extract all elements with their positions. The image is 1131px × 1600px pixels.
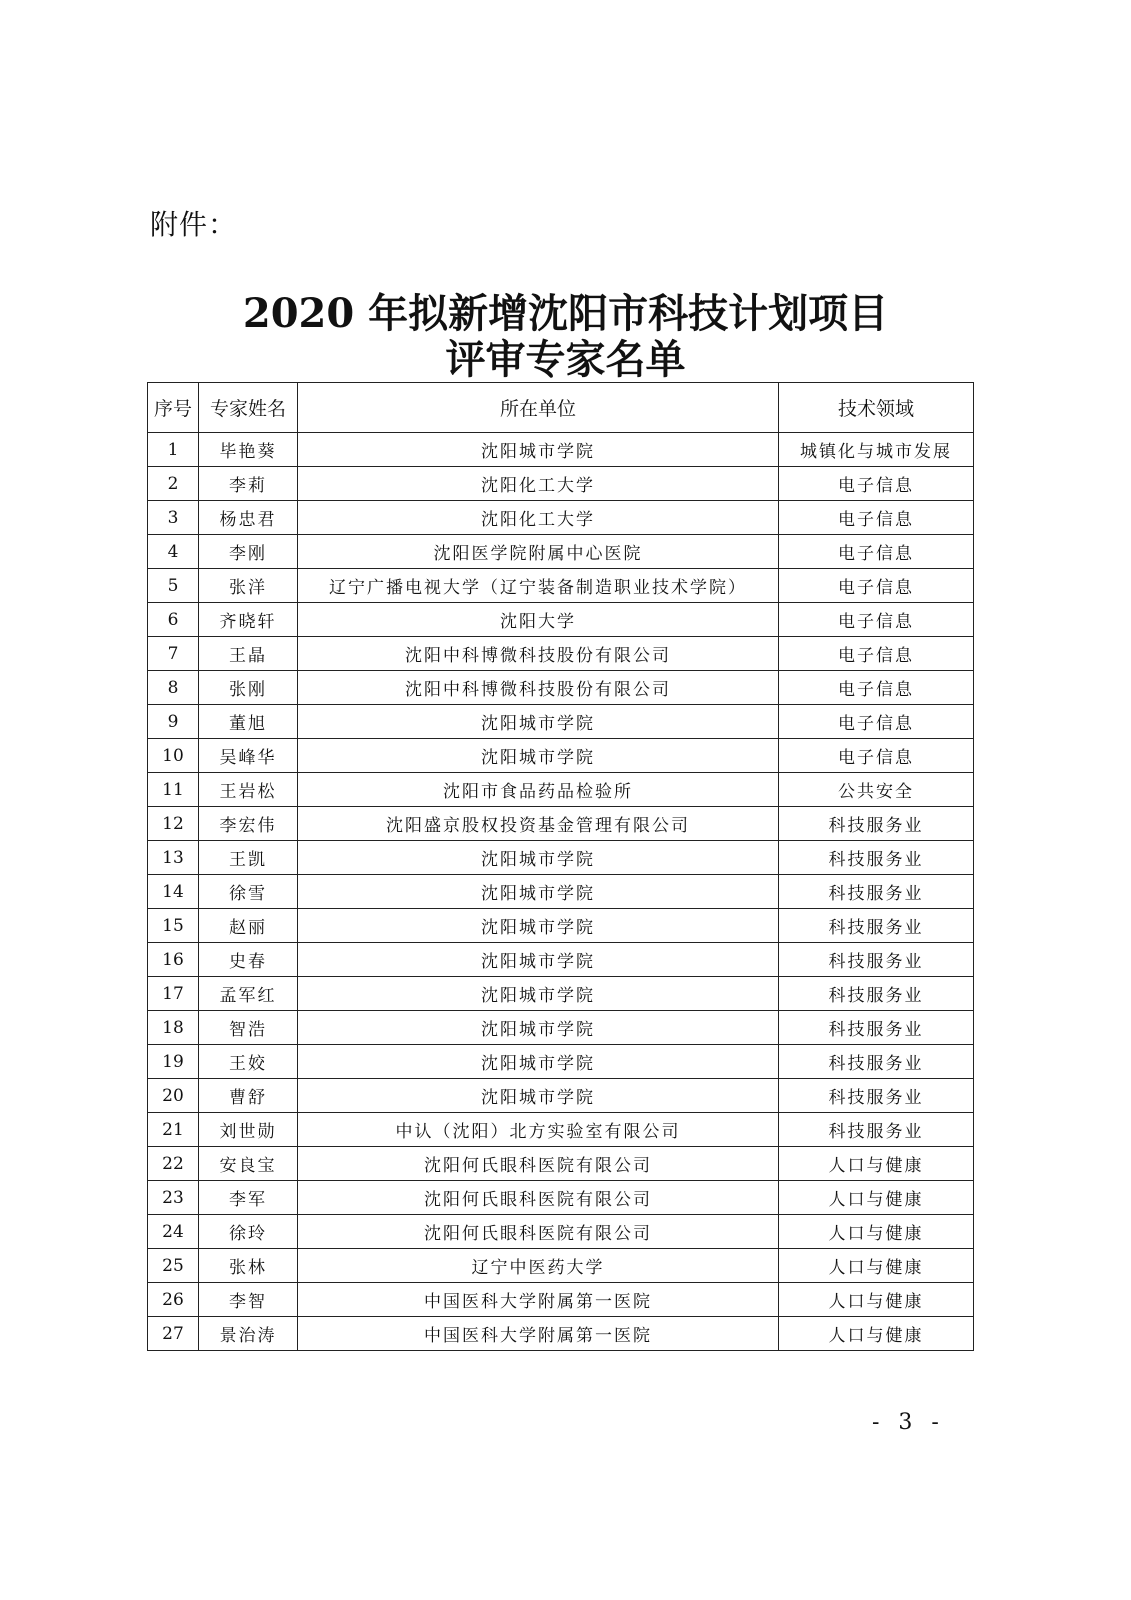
technical-field-cell: 科技服务业 [779,841,974,875]
table-row [148,807,974,841]
table-row [148,1283,974,1317]
organization-cell: 沈阳城市学院 [298,433,779,467]
serial-number-cell: 25 [148,1249,199,1283]
technical-field-cell: 人口与健康 [779,1215,974,1249]
organization-cell: 沈阳城市学院 [298,739,779,773]
table-row [148,1113,974,1147]
organization-cell: 沈阳医学院附属中心医院 [298,535,779,569]
expert-name-cell: 李莉 [199,467,298,501]
organization-cell: 沈阳城市学院 [298,909,779,943]
serial-number-cell: 27 [148,1317,199,1351]
technical-field-cell: 人口与健康 [779,1249,974,1283]
expert-name-cell: 李智 [199,1283,298,1317]
technical-field-cell: 电子信息 [779,467,974,501]
serial-number-cell: 14 [148,875,199,909]
table-row [148,1079,974,1113]
serial-number-cell: 11 [148,773,199,807]
organization-cell: 沈阳中科博微科技股份有限公司 [298,671,779,705]
technical-field-cell: 科技服务业 [779,977,974,1011]
serial-number-cell: 19 [148,1045,199,1079]
expert-name-cell: 史春 [199,943,298,977]
serial-number-cell: 5 [148,569,199,603]
serial-number-cell: 20 [148,1079,199,1113]
technical-field-cell: 电子信息 [779,501,974,535]
expert-name-cell: 毕艳葵 [199,433,298,467]
serial-number-cell: 2 [148,467,199,501]
technical-field-cell: 科技服务业 [779,1011,974,1045]
expert-name-cell: 王姣 [199,1045,298,1079]
serial-number-cell: 6 [148,603,199,637]
serial-number-cell: 9 [148,705,199,739]
expert-name-cell: 董旭 [199,705,298,739]
technical-field-cell: 电子信息 [779,535,974,569]
technical-field-cell: 电子信息 [779,603,974,637]
table-row [148,705,974,739]
organization-cell: 沈阳城市学院 [298,1079,779,1113]
expert-name-cell: 赵丽 [199,909,298,943]
serial-number-cell: 4 [148,535,199,569]
organization-cell: 辽宁中医药大学 [298,1249,779,1283]
serial-number-cell: 1 [148,433,199,467]
document-title-line2: 评审专家名单 [445,336,686,383]
expert-name-cell: 张洋 [199,569,298,603]
expert-name-cell: 曹舒 [199,1079,298,1113]
serial-number-cell: 3 [148,501,199,535]
organization-cell: 沈阳中科博微科技股份有限公司 [298,637,779,671]
header-serial-number: 序号 [148,383,199,433]
organization-cell: 沈阳何氏眼科医院有限公司 [298,1215,779,1249]
organization-cell: 沈阳城市学院 [298,1011,779,1045]
expert-name-cell: 李宏伟 [199,807,298,841]
technical-field-cell: 电子信息 [779,739,974,773]
document-title-line1: 2020 年拟新增沈阳市科技计划项目 [242,290,889,337]
technical-field-cell: 城镇化与城市发展 [779,433,974,467]
table-row [148,433,974,467]
table-row [148,603,974,637]
table-row [148,467,974,501]
expert-name-cell: 孟军红 [199,977,298,1011]
expert-name-cell: 王岩松 [199,773,298,807]
organization-cell: 中国医科大学附属第一医院 [298,1283,779,1317]
organization-cell: 沈阳城市学院 [298,943,779,977]
header-organization: 所在单位 [298,383,779,433]
header-expert-name: 专家姓名 [199,383,298,433]
expert-name-cell: 杨忠君 [199,501,298,535]
expert-name-cell: 王凯 [199,841,298,875]
expert-name-cell: 齐晓轩 [199,603,298,637]
table-row [148,1317,974,1351]
technical-field-cell: 电子信息 [779,671,974,705]
serial-number-cell: 15 [148,909,199,943]
technical-field-cell: 人口与健康 [779,1283,974,1317]
serial-number-cell: 12 [148,807,199,841]
table-row [148,535,974,569]
technical-field-cell: 人口与健康 [779,1181,974,1215]
technical-field-cell: 科技服务业 [779,1079,974,1113]
serial-number-cell: 24 [148,1215,199,1249]
table-row [148,943,974,977]
header-technical-field: 技术领域 [779,383,974,433]
table-row [148,841,974,875]
expert-name-cell: 徐玲 [199,1215,298,1249]
table-row [148,671,974,705]
expert-name-cell: 安良宝 [199,1147,298,1181]
table-row [148,739,974,773]
table-row [148,1147,974,1181]
organization-cell: 沈阳市食品药品检验所 [298,773,779,807]
technical-field-cell: 人口与健康 [779,1317,974,1351]
table-row [148,1181,974,1215]
technical-field-cell: 科技服务业 [779,807,974,841]
expert-name-cell: 王晶 [199,637,298,671]
table-row [148,1215,974,1249]
expert-name-cell: 张林 [199,1249,298,1283]
page-number: - 3 - [872,1410,945,1435]
table-row [148,1045,974,1079]
serial-number-cell: 17 [148,977,199,1011]
expert-list-table [147,382,974,1351]
organization-cell: 沈阳城市学院 [298,705,779,739]
organization-cell: 沈阳城市学院 [298,977,779,1011]
table-body [148,433,974,1351]
serial-number-cell: 26 [148,1283,199,1317]
expert-name-cell: 刘世勋 [199,1113,298,1147]
technical-field-cell: 科技服务业 [779,909,974,943]
table-row [148,909,974,943]
serial-number-cell: 22 [148,1147,199,1181]
technical-field-cell: 电子信息 [779,569,974,603]
organization-cell: 沈阳盛京股权投资基金管理有限公司 [298,807,779,841]
serial-number-cell: 21 [148,1113,199,1147]
table-row [148,569,974,603]
organization-cell: 沈阳化工大学 [298,467,779,501]
serial-number-cell: 7 [148,637,199,671]
table-header-row [148,383,974,433]
table-row [148,501,974,535]
organization-cell: 中国医科大学附属第一医院 [298,1317,779,1351]
technical-field-cell: 电子信息 [779,705,974,739]
organization-cell: 沈阳何氏眼科医院有限公司 [298,1147,779,1181]
organization-cell: 中认（沈阳）北方实验室有限公司 [298,1113,779,1147]
organization-cell: 沈阳化工大学 [298,501,779,535]
expert-name-cell: 景治涛 [199,1317,298,1351]
technical-field-cell: 科技服务业 [779,1045,974,1079]
serial-number-cell: 13 [148,841,199,875]
serial-number-cell: 8 [148,671,199,705]
table-row [148,977,974,1011]
serial-number-cell: 10 [148,739,199,773]
technical-field-cell: 科技服务业 [779,1113,974,1147]
organization-cell: 辽宁广播电视大学（辽宁装备制造职业技术学院） [298,569,779,603]
organization-cell: 沈阳城市学院 [298,841,779,875]
serial-number-cell: 23 [148,1181,199,1215]
organization-cell: 沈阳城市学院 [298,1045,779,1079]
expert-name-cell: 张刚 [199,671,298,705]
serial-number-cell: 18 [148,1011,199,1045]
technical-field-cell: 公共安全 [779,773,974,807]
technical-field-cell: 电子信息 [779,637,974,671]
organization-cell: 沈阳何氏眼科医院有限公司 [298,1181,779,1215]
expert-name-cell: 李刚 [199,535,298,569]
serial-number-cell: 16 [148,943,199,977]
technical-field-cell: 科技服务业 [779,875,974,909]
technical-field-cell: 人口与健康 [779,1147,974,1181]
expert-name-cell: 吴峰华 [199,739,298,773]
attachment-label: 附件： [150,208,238,241]
table-row [148,1249,974,1283]
table-row [148,1011,974,1045]
table-row [148,773,974,807]
table-row [148,637,974,671]
organization-cell: 沈阳城市学院 [298,875,779,909]
expert-name-cell: 智浩 [199,1011,298,1045]
expert-name-cell: 徐雪 [199,875,298,909]
expert-name-cell: 李军 [199,1181,298,1215]
organization-cell: 沈阳大学 [298,603,779,637]
table-row [148,875,974,909]
technical-field-cell: 科技服务业 [779,943,974,977]
